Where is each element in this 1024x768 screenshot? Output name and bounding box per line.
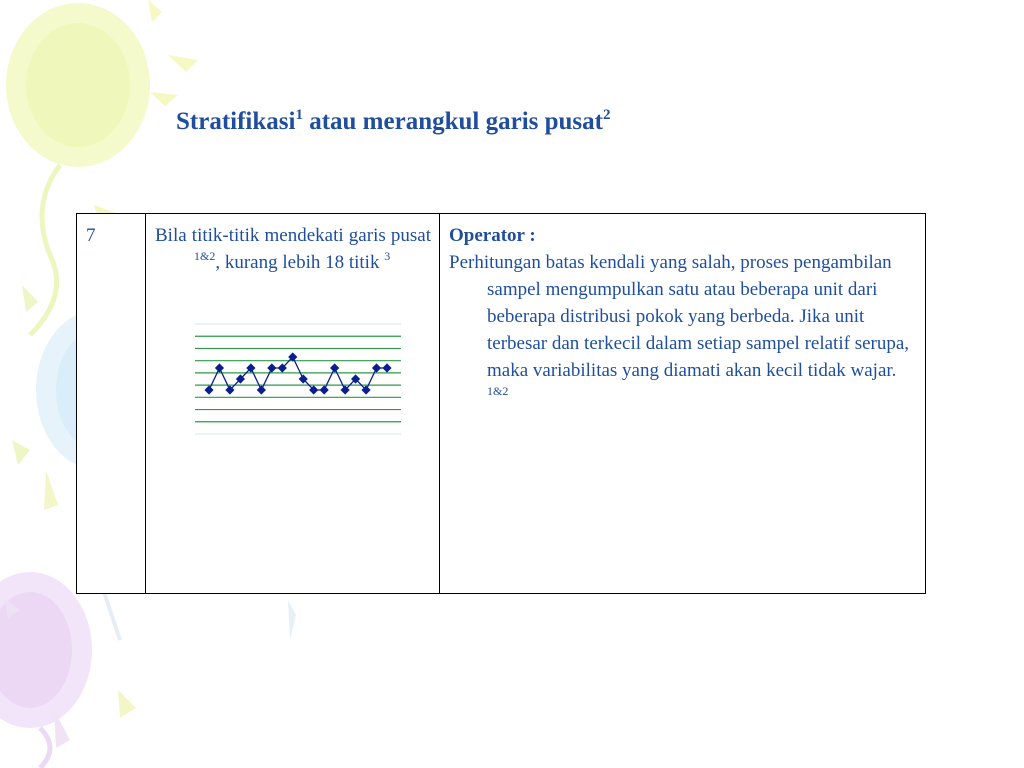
chart-point [382, 363, 391, 372]
chart-point [257, 385, 266, 394]
condition-text [155, 222, 431, 276]
control-chart [195, 318, 401, 440]
cause-text: Perhitungan batas kendali yang salah, proses pengambilan sampel mengumpulkan satu atau beberapa unit dari beberapa distribusi pokok yang berbeda. Jika unit terbesar dan terkecil dalam setiap sampel relatif serupa, maka variabilitas yang diamati akan kecil tidak wajar. [449, 252, 910, 381]
rule-number-cell [77, 214, 146, 594]
table-row [77, 214, 926, 594]
chart-point [215, 363, 224, 372]
slide-title [176, 108, 611, 136]
cause-cell [440, 214, 926, 594]
chart-point [267, 363, 276, 372]
condition-sup1: 1&2 [194, 249, 216, 263]
cause-description [449, 249, 917, 411]
condition-line1: Bila titik-titik mendekati garis pusat [155, 225, 431, 246]
chart-point [204, 385, 213, 394]
rule-number: 7 [86, 225, 96, 246]
condition-sup2: 3 [384, 249, 391, 263]
title-sup2: 2 [603, 107, 611, 123]
chart-point [372, 363, 381, 372]
pattern-table [76, 213, 926, 594]
cause-label: Operator : [449, 225, 536, 246]
chart-point [320, 385, 329, 394]
condition-cell [146, 214, 440, 594]
title-part1: Stratifikasi [176, 108, 296, 135]
title-sup1: 1 [295, 107, 303, 123]
chart-point [330, 363, 339, 372]
condition-line2: , kurang lebih 18 titik [215, 252, 380, 273]
title-part2: atau merangkul garis pusat [309, 108, 603, 135]
cause-sup: 1&2 [487, 384, 509, 398]
